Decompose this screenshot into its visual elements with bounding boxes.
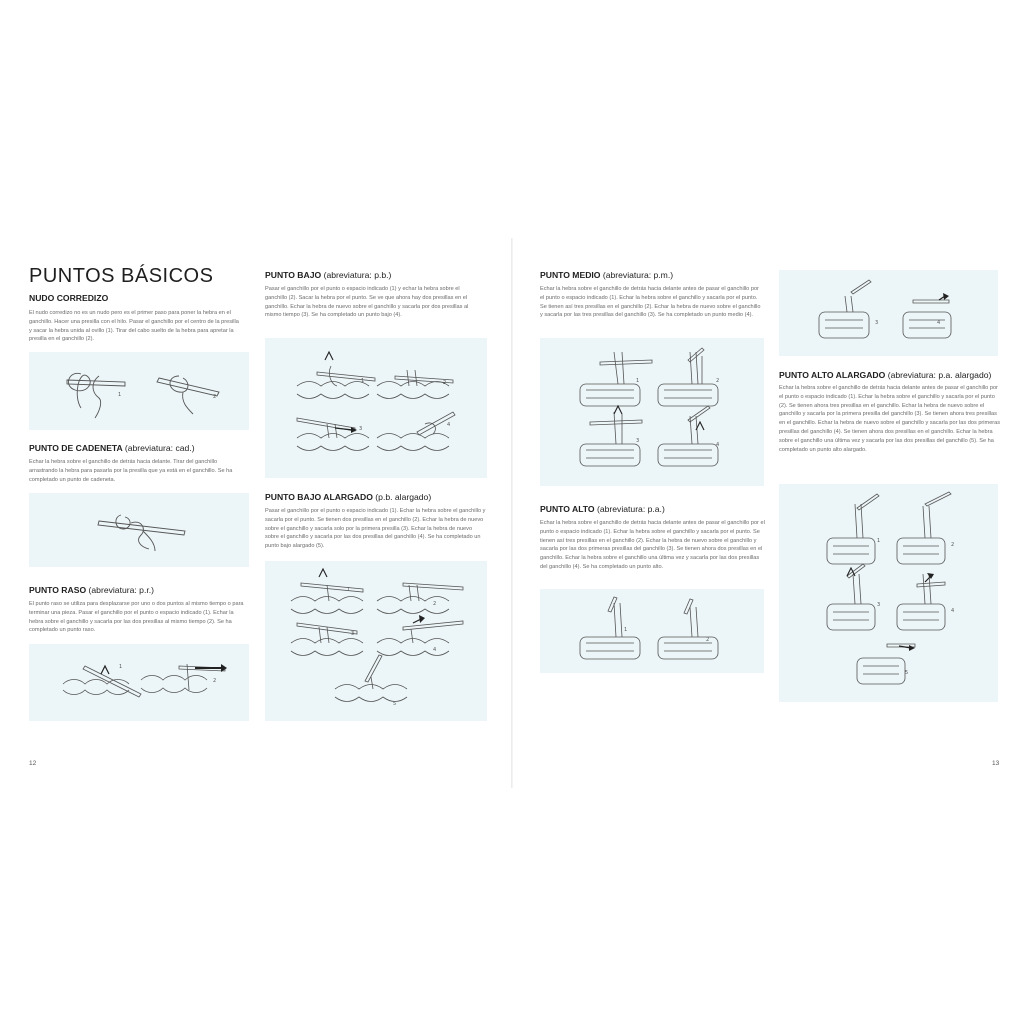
step-label: 4	[716, 442, 720, 448]
step-label: 2	[951, 542, 955, 548]
step-label: 1	[119, 664, 123, 670]
heading-punto-alto-alargado-title: PUNTO ALTO ALARGADO	[779, 370, 886, 380]
page-title: PUNTOS BÁSICOS	[29, 265, 214, 287]
step-label: 4	[951, 608, 955, 614]
page-number-right: 13	[992, 760, 1000, 767]
step-label: 1	[361, 378, 365, 384]
step-label: 3	[875, 320, 879, 326]
nudo-corredizo-drawing	[29, 352, 249, 430]
heading-punto-alto-alargado-abbr: (abreviatura: p.a. alargado)	[887, 370, 992, 380]
heading-punto-alto	[540, 504, 665, 514]
step-label: 3	[877, 602, 881, 608]
illustration-punto-alto	[540, 589, 764, 673]
punto-alto-alargado-drawing	[779, 484, 998, 702]
step-label: 2	[706, 637, 710, 643]
punto-cadeneta-drawing	[29, 493, 249, 567]
step-label: 5	[905, 670, 909, 676]
step-label: 3	[351, 631, 355, 637]
text-punto-medio: Echar la hebra sobre el ganchillo de detrás hacia delante antes de pasar el ganchillo por el punto o espacio indicado (1). Echar la hebra sobre el ganchillo y sacarla por el punto. Se tienen así tres presillas en el ganchillo (2). Echar la hebra de nuevo sobre el ganchillo y sacarla por las tres presillas del ganchillo (3). Se ha completado un punto medio (4).	[540, 286, 761, 319]
heading-punto-bajo-alargado-abbr: (p.b. alargado)	[375, 492, 432, 502]
heading-nudo-corredizo	[29, 293, 108, 303]
heading-punto-raso-abbr: (abreviatura: p.r.)	[88, 585, 154, 595]
text-punto-cadeneta: Echar la hebra sobre el ganchillo de detrás hacia delante. Tirar del ganchillo arrastrando la hebra para pasarla por la presilla que ya está en el ganchillo. Se ha completado un punto de cadeneta.	[29, 459, 233, 483]
heading-punto-bajo	[265, 270, 391, 280]
heading-punto-medio	[540, 270, 673, 280]
heading-punto-alto-title: PUNTO ALTO	[540, 504, 595, 514]
step-label: 2	[716, 378, 720, 384]
page-number-left: 12	[29, 760, 37, 767]
step-label: 1	[877, 538, 881, 544]
step-label: 4	[433, 647, 437, 653]
step-label: 4	[937, 320, 941, 326]
heading-nudo-corredizo-title: NUDO CORREDIZO	[29, 293, 109, 303]
illustration-punto-bajo-alargado	[265, 561, 487, 721]
illustration-punto-alto-alargado	[779, 484, 998, 702]
heading-punto-alto-alargado	[779, 370, 991, 380]
heading-punto-cadeneta-title: PUNTO DE CADENETA	[29, 443, 123, 453]
illustration-punto-raso	[29, 644, 249, 721]
text-nudo-corredizo: El nudo corredizo no es un nudo pero es el primer paso para poner la hebra en el ganchillo. Hacer una presilla con el hilo. Pasar el ganchillo por el centro de la presilla y sacar la hebra unida al ovillo (1). Tirar del cabo suelto de la hebra para apretar la presilla en el ganchillo (2).	[29, 310, 239, 343]
punto-medio-drawing	[540, 338, 764, 486]
heading-punto-bajo-alargado-title: PUNTO BAJO ALARGADO	[265, 492, 373, 502]
step-label: 2	[213, 678, 217, 684]
step-label: 2	[213, 394, 217, 400]
heading-punto-raso	[29, 585, 154, 595]
illustration-punto-cadeneta	[29, 493, 249, 567]
text-punto-alto-alargado: Echar la hebra sobre el ganchillo de detrás hacia delante antes de pasar el ganchillo por el punto o espacio indicado (1). Echar la hebra sobre el ganchillo y sacarla por el punto (2). Se tienen ahora tres presillas en el ganchillo. Echar la hebra de nuevo sobre el ganchillo y sacarla por la primera presilla del ganchillo (3). Se tienen ahora tres presillas en el ganchillo. Echar la hebra de nuevo sobre el ganchillo y sacarla por las dos primeras presillas del ganchillo (4). Se tienen ahora dos presillas en el ganchillo. Echar la hebra sobre el ganchillo una última vez y sacarla por las dos presillas del ganchillo (5). Se ha completado un punto alto alargado.	[779, 385, 1001, 453]
illustration-punto-bajo	[265, 338, 487, 478]
step-label: 1	[636, 378, 640, 384]
heading-punto-bajo-alargado	[265, 492, 431, 502]
heading-punto-cadeneta-abbr: (abreviatura: cad.)	[124, 443, 195, 453]
hook-shape	[67, 380, 125, 386]
heading-punto-bajo-abbr: (abreviatura: p.b.)	[323, 270, 392, 280]
step-label: 2	[443, 380, 447, 386]
step-label: 1	[347, 587, 351, 593]
step-label: 1	[624, 627, 628, 633]
illustration-punto-medio-cont	[779, 270, 998, 356]
heading-punto-bajo-title: PUNTO BAJO	[265, 270, 322, 280]
illustration-nudo-corredizo	[29, 352, 249, 430]
step-label: 4	[447, 422, 451, 428]
heading-punto-alto-abbr: (abreviatura: p.a.)	[596, 504, 665, 514]
text-punto-alto: Echar la hebra sobre el ganchillo de detrás hacia delante antes de pasar el ganchillo por el punto o espacio indicado (1). Echar la hebra sobre el ganchillo y sacarla por el punto. Se tienen así tres presillas en el ganchillo (2). Echar la hebra de nuevo sobre el ganchillo y sacarla por las dos primeras presillas del ganchillo (3). Se tienen ahora dos presillas en el ganchillo. Echar la hebra sobre el ganchillo una última vez y sacarla por las dos presillas del ganchillo (4). Se ha completado un punto alto.	[540, 520, 765, 570]
step-label: 3	[359, 426, 363, 432]
text-punto-raso: El punto raso se utiliza para desplazarse por uno o dos puntos al mismo tiempo o para terminar una pieza. Pasar el ganchillo por el punto o espacio indicado (1). Echar la hebra sobre el ganchillo y sacarla por las dos presillas al mismo tiempo (2). Se ha completado un punto raso.	[29, 601, 244, 634]
punto-medio-cont-drawing	[779, 270, 998, 356]
heading-punto-medio-title: PUNTO MEDIO	[540, 270, 601, 280]
step-label: 5	[393, 701, 397, 707]
step-label: 2	[433, 601, 437, 607]
illustration-punto-medio	[540, 338, 764, 486]
text-punto-bajo-alargado: Pasar el ganchillo por el punto o espacio indicado (1). Echar la hebra sobre el ganchillo y sacarla por el punto. Se tienen dos presillas en el ganchillo (2). Echar la hebra de nuevo sobre el ganchillo y sacarla solo por la primera presilla (3). Echar la hebra de nuevo sobre el ganchillo y sacarla por las dos presillas del ganchillo (4). Se ha completado un punto bajo alargado (5).	[265, 508, 486, 550]
punto-alto-drawing	[540, 589, 764, 673]
punto-bajo-drawing	[265, 338, 487, 478]
step-label: 3	[636, 438, 640, 444]
step-label: 1	[118, 392, 122, 398]
heading-punto-cadeneta	[29, 443, 195, 453]
heading-punto-medio-abbr: (abreviatura: p.m.)	[602, 270, 674, 280]
text-punto-bajo: Pasar el ganchillo por el punto o espacio indicado (1) y echar la hebra sobre el ganchillo (2). Sacar la hebra por el punto. Se ve que ahora hay dos presillas en el ganchillo. Echar la hebra de nuevo sobre el ganchillo y sacarla por dos presillas al mismo tiempo (3). Se ha completado un punto bajo (4).	[265, 286, 469, 319]
heading-punto-raso-title: PUNTO RASO	[29, 585, 87, 595]
book-gutter	[511, 238, 513, 788]
punto-raso-drawing	[29, 644, 249, 721]
punto-bajo-alargado-drawing	[265, 561, 487, 721]
